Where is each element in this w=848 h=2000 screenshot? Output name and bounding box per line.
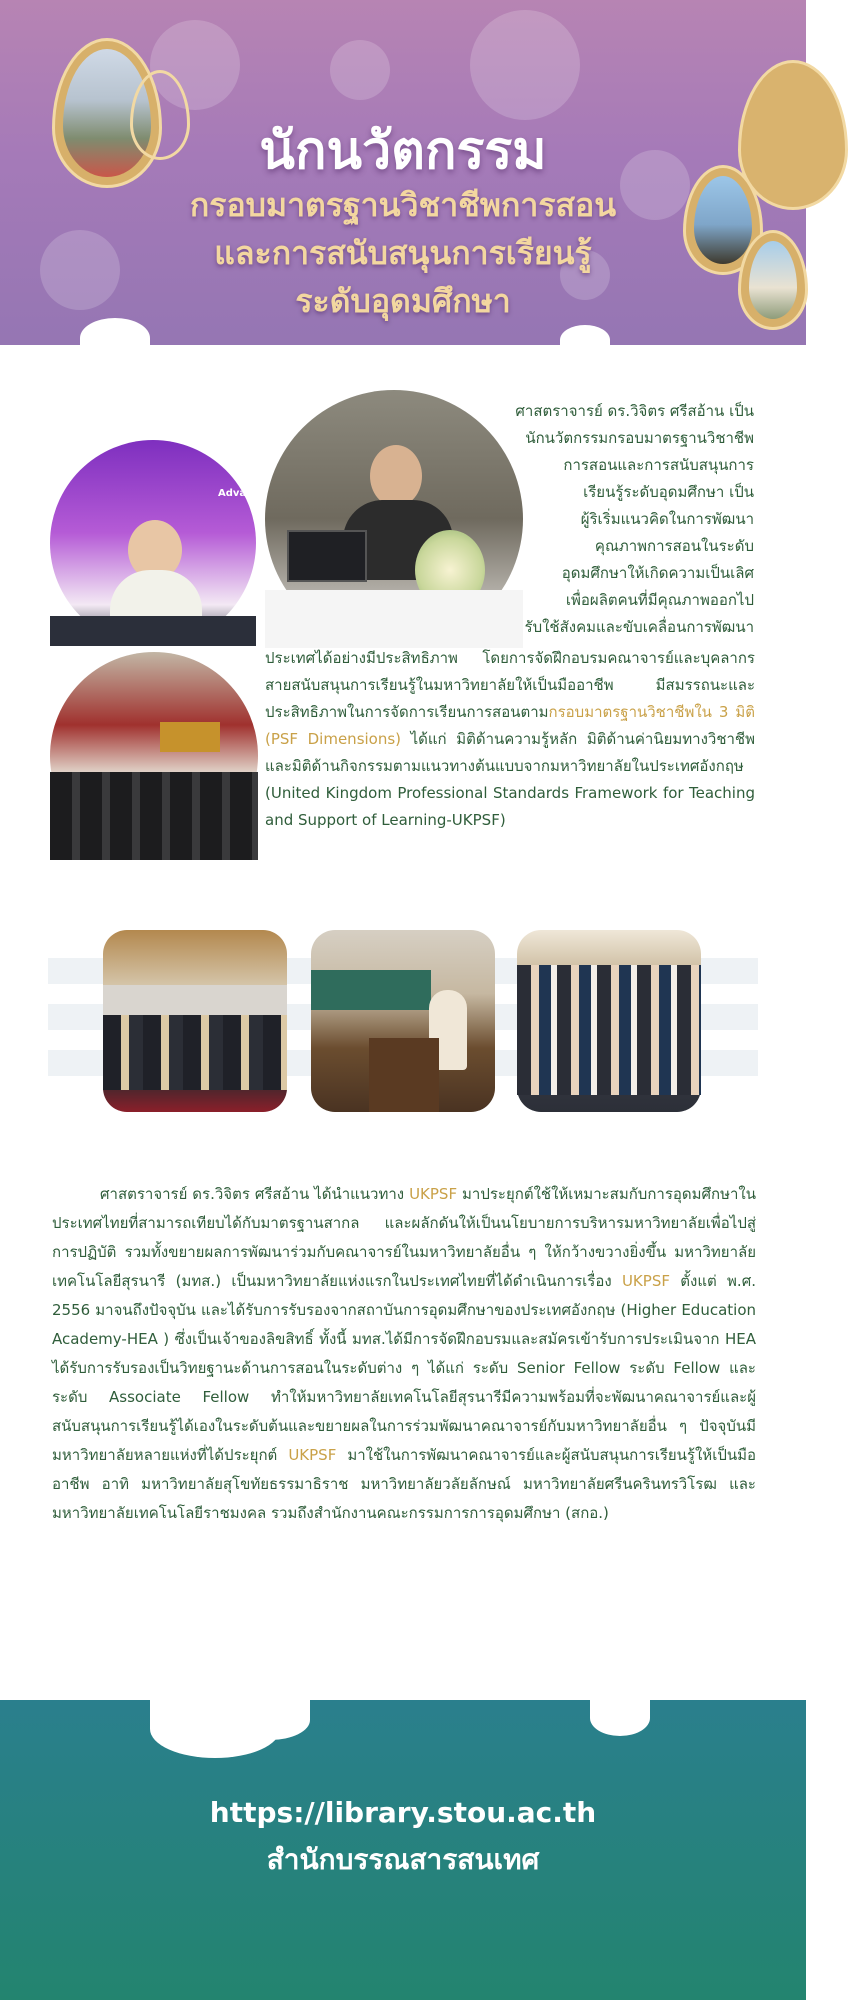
cloud-decoration (590, 1700, 650, 1736)
photo-speaker-podium (265, 390, 523, 648)
ukpsf-highlight: UKPSF (409, 1185, 458, 1203)
photo-speaker-lectern (311, 930, 495, 1112)
body-paragraph (52, 1180, 756, 1528)
photo-video-conference (50, 440, 266, 646)
paragraph-text: มาประยุกต์ใช้ให้เหมาะสมกับการอุดมศึกษาในประเทศไทยที่สามารถเทียบได้กับมาตรฐานสากล และผลักดันให้เป็นนโยบายการบริหารมหาวิทยาลัยเพื่อไปสู่การปฏิบัติ รวมทั้งขยายผลการพัฒนาร่วมกับคณาจารย์ในมหาวิทยาลัยอื่น ๆ ให้กว้างขวางยิ่งขึ้น มหาวิทยาลัยเทคโนโลยีสุรนารี (มทส.) เป็นมหาวิทยาลัยแห่งแรกในประเทศไทยที่ได้ดำเนินการเรื่อง (52, 1185, 757, 1290)
intro-text-line: เพื่อผลิตคนที่มีคุณภาพออกไป (565, 591, 754, 609)
page-subtitle-line-1: กรอบมาตรฐานวิชาชีพการสอน (189, 186, 617, 224)
intro-text-line: รับใช้สังคมและขับเคลื่อนการพัฒนา (524, 618, 754, 636)
intro-text-line: นักนวัตกรรมกรอบมาตรฐานวิชาชีพ (525, 429, 754, 447)
banner-backdrop (103, 985, 287, 1015)
paragraph-text: ศาสตราจารย์ ดร.วิจิตร ศรีสอ้าน ได้นำแนวทาง (100, 1185, 410, 1203)
bokeh-light (470, 10, 580, 120)
footer-organization: สำนักบรรณสารสนเทศ (266, 1843, 540, 1876)
paragraph-text: มาใช้ในการพัฒนาคณาจารย์และผู้สนับสนุนการเรียนรู้ให้เป็นมืออาชีพ อาทิ มหาวิทยาลัยสุโขทัยธรรมาธิราช มหาวิทยาลัยวลัยลักษณ์ มหาวิทยาลัยศรีนครินทรวิโรฒ และมหาวิทยาลัยเทคโนโลยีราชมงคล รวมถึงสำนักงานคณะกรรมการการอุดมศึกษา (สกอ.) (52, 1446, 756, 1522)
page-subtitle-line-3: ระดับอุดมศึกษา (295, 282, 511, 320)
laptop (287, 530, 367, 582)
intro-text-block (265, 645, 755, 834)
photo-group-standing (103, 930, 287, 1112)
intro-text-part: ได้แก่ มิติด้านความรู้หลัก มิติด้านค่านิยมทางวิชาชีพ และมิติด้านกิจกรรมตามแนวทางต้นแบบจากมหาวิทยาลัยในประเทศอังกฤษ (United Kingdom Professional Standards Framework for Teaching and Support of Learning-UKPSF) (265, 730, 755, 829)
photo-audience (50, 652, 258, 860)
green-table (311, 970, 431, 1010)
lectern (369, 1038, 439, 1112)
intro-text-line: อุดมศึกษาให้เกิดความเป็นเลิศ (561, 564, 754, 582)
group-people (103, 1015, 287, 1090)
zoom-toolbar (50, 616, 256, 646)
slide-text: Advance (218, 488, 266, 499)
bokeh-light (330, 40, 390, 100)
scallop-decoration (80, 318, 150, 358)
page-title: นักนวัตกรรม (259, 121, 547, 181)
intro-text-line: คุณภาพการสอนในระดับ (594, 537, 754, 555)
stage-table (160, 722, 220, 752)
group-people (517, 965, 701, 1095)
footer-url-link[interactable]: https://library.stou.ac.th (209, 1796, 597, 1829)
header-banner (0, 0, 806, 345)
white-tablecloth (265, 590, 523, 648)
photo-group-large (517, 930, 701, 1112)
intro-text-part: ประเทศได้อย่างมีประสิทธิภาพ โดยการจัดฝึกอบรมคณาจารย์และบุคลากรสายสนับสนุนการเรียนรู้ในมหาวิทยาลัยให้เป็นมืออาชีพ มีสมรรถนะและประสิทธิภาพในการจัดการเรียนการสอนตาม (265, 649, 755, 721)
audience-rows (50, 772, 258, 860)
page-subtitle-line-2: และการสนับสนุนการเรียนรู้ (214, 234, 592, 272)
intro-text-line: การสอนและการสนับสนุนการ (563, 456, 754, 474)
paragraph-text: ตั้งแต่ พ.ศ. 2556 มาจนถึงปัจจุบัน และได้รับการรับรองจากสถาบันการอุดมศึกษาของประเทศอังกฤษ (Higher Education Academy-HEA ) ซึ่งเป็นเจ้าของลิขสิทธิ์ ทั้งนี้ มทส.ได้มีการจัดฝึกอบรมและสมัครเข้ารับการประเมินจาก HEA ได้รับการรับรองเป็นวิทยฐานะด้านการสอนในระดับต่าง ๆ ได้แก่ ระดับ Senior Fellow ระดับ Fellow และระดับ Associate Fellow ทำให้มหาวิทยาลัยเทคโนโลยีสุรนารีมีความพร้อมที่จะพัฒนาคณาจารย์และผู้สนับสนุนการเรียนรู้ได้เองในระดับต้นและขยายผลในการร่วมพัฒนาคณาจารย์กับมหาวิทยาลัยอื่น ๆ ปัจจุบันมีมหาวิทยาลัยหลายแห่งที่ได้ประยุกต์ (52, 1272, 756, 1464)
intro-text-line: เรียนรู้ระดับอุดมศึกษา เป็น (583, 483, 754, 501)
ukpsf-highlight: UKPSF (621, 1272, 670, 1290)
speaker-head (370, 445, 422, 507)
ukpsf-highlight: UKPSF (288, 1446, 337, 1464)
intro-text-line: ศาสตราจารย์ ดร.วิจิตร ศรีสอ้าน เป็น (515, 402, 754, 420)
cloud-decoration (230, 1700, 310, 1740)
intro-text-line: ผู้ริเริ่มแนวคิดในการพัฒนา (580, 510, 754, 528)
scallop-decoration (560, 325, 610, 355)
psf-dimensions-highlight: กรอบมาตรฐานวิชาชีพใน 3 มิติ (PSF Dimensions) (265, 703, 755, 748)
